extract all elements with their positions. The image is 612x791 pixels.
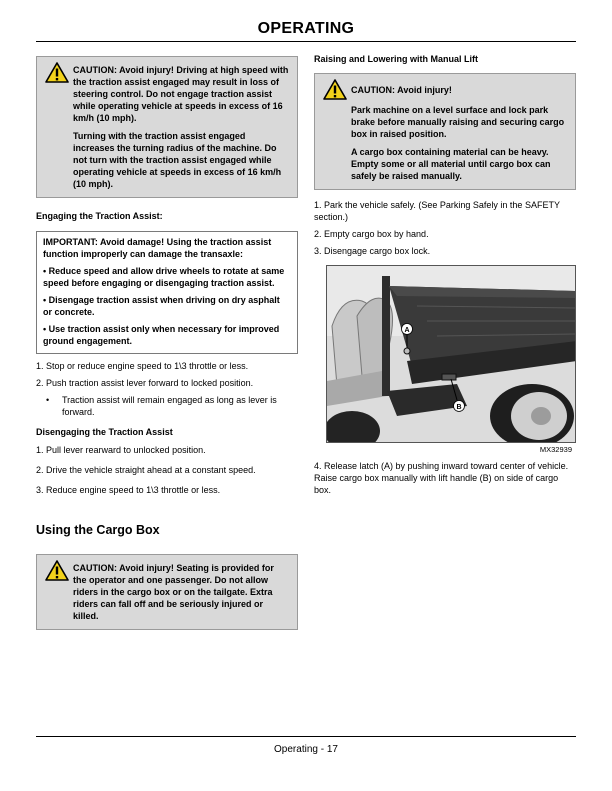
important-bullet: • Use traction assist only when necessary for improved ground engagement. — [43, 324, 280, 346]
cargo-box-illustration — [327, 266, 576, 443]
callout-a: A — [404, 327, 410, 334]
step-item: 2. Empty cargo box by hand. — [314, 229, 429, 239]
important-text: IMPORTANT: Avoid damage! Using the traction assist function improperly can damage the transaxle: — [43, 237, 272, 259]
step-item: 1. Stop or reduce engine speed to 1\3 throttle or less. — [36, 361, 249, 371]
caution-text: Park machine on a level surface and lock park brake before manually raising and securing cargo box in raised position. — [351, 105, 565, 139]
section-subheading: Disengaging the Traction Assist — [36, 427, 173, 437]
page-title: OPERATING — [257, 20, 355, 37]
disengage-steps — [36, 444, 298, 496]
caution-text: A cargo box containing material can be heavy. Empty some or all material until cargo box can safely be raised manually. — [351, 147, 551, 181]
caution-box-traction — [36, 56, 298, 198]
step-item: 1. Park the vehicle safely. (See Parking Safely in the SAFETY section.) — [314, 200, 560, 222]
step-item: 2. Push traction assist lever forward to locked position. — [36, 378, 254, 388]
important-box — [36, 231, 298, 354]
bullet-dot: • — [46, 395, 50, 405]
bullet-text: Traction assist will remain engaged as long as lever is forward. — [62, 395, 277, 417]
step-item: 3. Disengage cargo box lock. — [314, 246, 431, 256]
callout-b: B — [456, 404, 462, 411]
page-footer: Operating - 17 — [274, 744, 338, 755]
figure-code: MX32939 — [539, 445, 572, 454]
caution-box-riders — [36, 554, 298, 630]
step-item: 2. Drive the vehicle straight ahead at a constant speed. — [36, 465, 256, 475]
left-column — [36, 56, 298, 630]
section-heading: Using the Cargo Box — [36, 523, 160, 537]
section-subheading: Engaging the Traction Assist: — [36, 211, 163, 221]
step-bullet — [36, 394, 298, 418]
warning-triangle-icon — [323, 79, 347, 100]
section-subheading: Raising and Lowering with Manual Lift — [314, 54, 478, 64]
important-bullet: • Reduce speed and allow drive wheels to rotate at same speed before engaging or disengaging traction assist. — [43, 266, 285, 288]
warning-triangle-icon — [45, 560, 69, 581]
caution-title: CAUTION: Avoid injury! — [351, 85, 452, 95]
caution-text: CAUTION: Avoid injury! Seating is provided for the operator and one passenger. Do not allow riders in the cargo box or on the tailgate. Extra riders can fall off and be seriously injured or killed. — [73, 563, 274, 621]
cargo-box-photo — [326, 265, 576, 443]
caution-text: Turning with the traction assist engaged increases the turning radius of the machine. Do not turn with the traction assist engaged while operating vehicle at speeds in excess of 16 km/h (10 mph). — [73, 131, 282, 189]
header-rule — [36, 41, 576, 42]
important-bullet: • Disengage traction assist when driving on dry asphalt or concrete. — [43, 295, 280, 317]
warning-triangle-icon — [45, 62, 69, 83]
engage-steps — [36, 360, 298, 418]
footer-rule — [36, 736, 576, 737]
step-item: 3. Reduce engine speed to 1\3 throttle or less. — [36, 485, 221, 495]
lift-steps — [314, 199, 576, 257]
caution-text: CAUTION: Avoid injury! Driving at high speed with the traction assist engaged may result in loss of steering control. Do not engage traction assist while operating vehicle at speeds in excess of 16 km/h (10 mph). — [73, 65, 289, 123]
step-item: 4. Release latch (A) by pushing inward toward center of vehicle. Raise cargo box manually with lift handle (B) on side of cargo box. — [314, 461, 569, 495]
right-column — [314, 53, 576, 501]
lift-step-4 — [314, 460, 576, 496]
caution-box-lift — [314, 73, 576, 190]
step-item: 1. Pull lever rearward to unlocked position. — [36, 445, 206, 455]
